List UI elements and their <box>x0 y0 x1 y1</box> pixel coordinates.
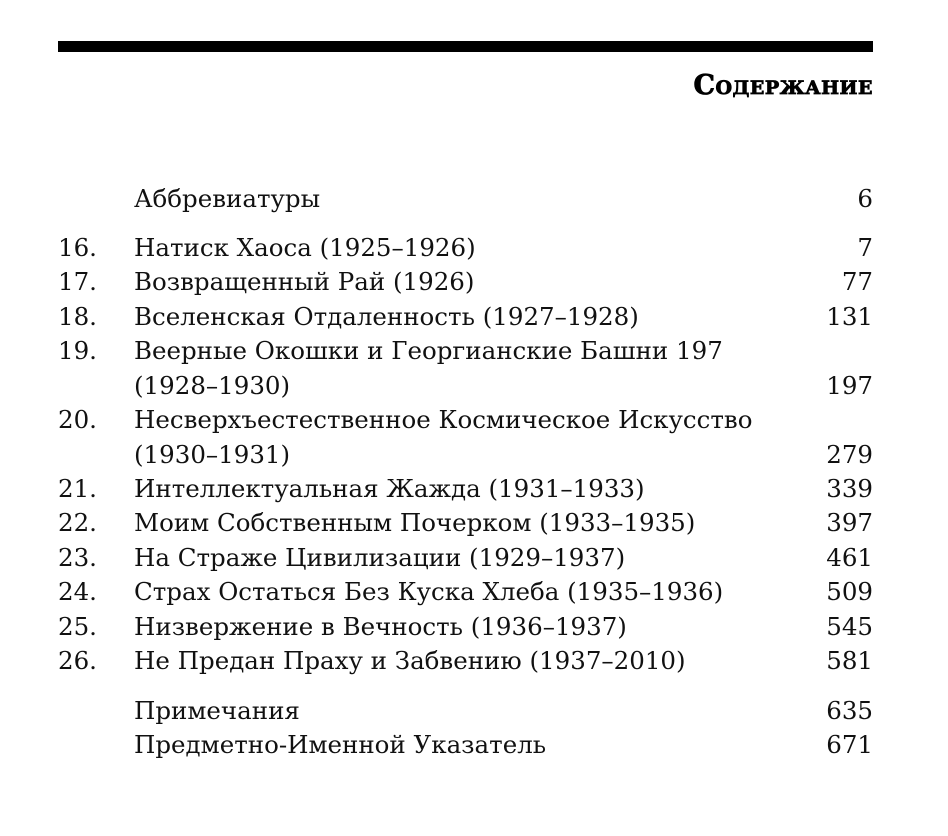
entry-title: На Страже Цивилизации (1929–1937) <box>134 543 626 572</box>
entry-title: Моим Собственным Почерком (1933–1935) <box>134 508 696 537</box>
entry-title: Возвращенный Рай (1926) <box>134 267 475 296</box>
toc-entry-chapter-20[interactable] <box>58 403 873 437</box>
entry-page: 461 <box>826 543 873 572</box>
entry-page: 635 <box>826 696 873 725</box>
entry-page: 6 <box>857 184 873 213</box>
chapter-number: 25. <box>58 612 97 641</box>
entry-page: 545 <box>826 612 873 641</box>
entry-page: 279 <box>826 440 873 469</box>
chapter-number: 24. <box>58 577 97 606</box>
toc-entry-chapter-21[interactable] <box>58 472 873 506</box>
toc-entry-chapter-16[interactable] <box>58 231 873 265</box>
entry-title: Примечания <box>134 696 300 725</box>
entry-title: Интеллектуальная Жажда (1931–1933) <box>134 474 645 503</box>
toc-entry-chapter-19[interactable] <box>58 334 873 368</box>
toc-entry-chapter-24[interactable] <box>58 575 873 609</box>
entry-page: 197 <box>826 371 873 400</box>
header-rule <box>58 41 873 52</box>
toc-entry-notes[interactable] <box>58 694 873 728</box>
toc-entry-index[interactable] <box>58 728 873 762</box>
entry-page: 671 <box>826 730 873 759</box>
entry-title: Низвержение в Вечность (1936–1937) <box>134 612 627 641</box>
toc-entry-chapter-26[interactable] <box>58 644 873 678</box>
toc-entry-chapter-18[interactable] <box>58 300 873 334</box>
entry-page: 131 <box>826 302 873 331</box>
entry-title: Аббревиатуры <box>134 184 321 213</box>
toc-entry-chapter-25[interactable] <box>58 610 873 644</box>
chapter-number: 19. <box>58 336 97 365</box>
chapter-number: 21. <box>58 474 97 503</box>
chapter-number: 20. <box>58 405 97 434</box>
chapter-number: 17. <box>58 267 97 296</box>
page-title: Содержание <box>693 70 873 101</box>
entry-title: Предметно-Именной Указатель <box>134 730 547 759</box>
chapter-number: 23. <box>58 543 97 572</box>
toc-entry-chapter-19-continued[interactable] <box>58 369 873 403</box>
toc-entry-chapter-22[interactable] <box>58 506 873 540</box>
entry-title: Веерные Окошки и Георгианские Башни 197 <box>134 336 723 365</box>
entry-title: Несверхъестественное Космическое Искусство <box>134 405 753 434</box>
chapter-number: 18. <box>58 302 97 331</box>
entry-page: 397 <box>826 508 873 537</box>
toc-entry-chapter-20-continued[interactable] <box>58 438 873 472</box>
chapter-number: 26. <box>58 646 97 675</box>
entry-page: 339 <box>826 474 873 503</box>
entry-title: Страх Остаться Без Куска Хлеба (1935–1936) <box>134 577 724 606</box>
toc-entry-chapter-23[interactable] <box>58 541 873 575</box>
entry-page: 509 <box>826 577 873 606</box>
entry-title: Не Предан Праху и Забвению (1937–2010) <box>134 646 686 675</box>
chapter-number: 22. <box>58 508 97 537</box>
entry-title-continued: (1928–1930) <box>134 371 291 400</box>
entry-title: Натиск Хаоса (1925–1926) <box>134 233 476 262</box>
entry-page: 77 <box>841 267 873 296</box>
entry-page: 581 <box>826 646 873 675</box>
entry-title-continued: (1930–1931) <box>134 440 291 469</box>
entry-page: 7 <box>857 233 873 262</box>
toc-entry-chapter-17[interactable] <box>58 265 873 299</box>
chapter-number: 16. <box>58 233 97 262</box>
toc-entry-front[interactable] <box>58 182 873 216</box>
entry-title: Вселенская Отдаленность (1927–1928) <box>134 302 639 331</box>
